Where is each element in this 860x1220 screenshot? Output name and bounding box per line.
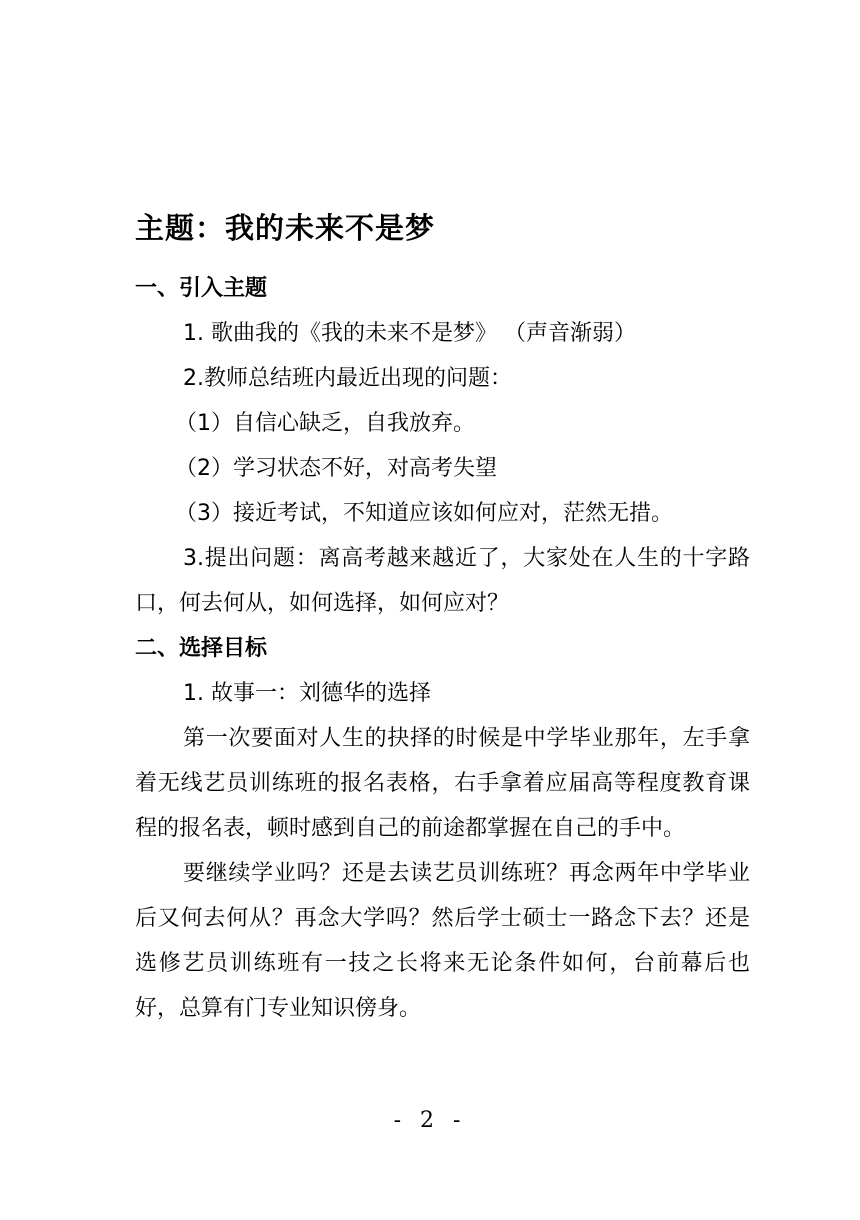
intro-item-3: 3.提出问题：离高考越来越近了，大家处在人生的十字路口，何去何从，如何选择，如何应对？ [135,546,750,616]
section-heading-goal: 二、选择目标 [135,636,268,661]
intro-item-2: 2.教师总结班内最近出现的问题： [183,366,512,391]
problem-item-2: （2）学习状态不好，对高考失望 [175,456,497,481]
story-paragraph-1: 第一次要面对人生的抉择的时候是中学毕业那年，左手拿着无线艺员训练班的报名表格，右手拿着应届高等程度教育课程的报名表，顿时感到自己的前途都掌握在自己的手中。 [135,726,750,841]
intro-item-1: 1. 歌曲我的《我的未来不是梦》 （声音渐弱） [183,321,636,346]
story-paragraph-2: 要继续学业吗？还是去读艺员训练班？再念两年中学毕业后又何去何从？再念大学吗？然后学士硕士一路念下去？还是选修艺员训练班有一技之长将来无论条件如何，台前幕后也好，总算有门专业知识傍身。 [135,861,750,1021]
problem-item-3: （3）接近考试，不知道应该如何应对，茫然无措。 [175,501,673,526]
document-title: 主题：我的未来不是梦 [135,211,436,245]
section-heading-intro: 一、引入主题 [135,276,268,301]
document-body [135,266,750,1031]
story-1-heading: 1. 故事一：刘德华的选择 [183,681,431,706]
problem-item-1: （1）自信心缺乏，自我放弃。 [175,411,475,436]
page-number: - 2 - [393,1108,467,1133]
